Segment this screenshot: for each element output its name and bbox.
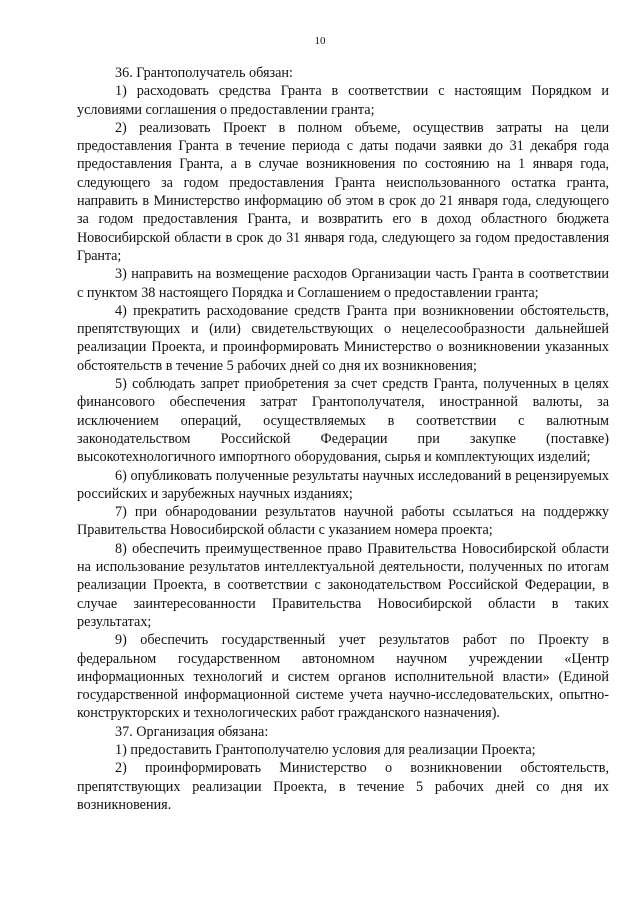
clause-36-3: 3) направить на возмещение расходов Организации часть Гранта в соответствии с пунктом 38 настоящего Порядка и Соглашением о предоставлении гранта;	[77, 266, 609, 301]
clause-36-8: 8) обеспечить преимущественное право Правительства Новосибирской области на использование результатов интеллектуальной деятельности, полученных по итогам реализации Проекта, в соответствии с законодательством Российской Федерации, в случае заинтересованности Правительства Новосибирской области в таких результатах;	[77, 540, 609, 630]
page-number: 10	[314, 35, 326, 47]
clause-36-7: 7) при обнародовании результатов научной работы ссылаться на поддержку Правительства Новосибирской области с указанием номера проекта;	[77, 504, 609, 539]
clause-36-4: 4) прекратить расходование средств Гранта при возникновении обстоятельств, препятствующих и (или) свидетельствующих о нецелесообразности дальнейшей реализации Проекта, и проинформировать Министерство о возникновении указанных обстоятельств в течение 5 рабочих дней со дня их возникновения;	[77, 302, 609, 374]
clause-36-1: 1) расходовать средства Гранта в соответствии с настоящим Порядком и условиями соглашения о предоставлении гранта;	[77, 83, 609, 118]
clause-36-9: 9) обеспечить государственный учет результатов работ по Проекту в федеральном государственном автономном научном учреждении «Центр информационных технологий и систем органов исполнительной власти» (Единой государственной информационной системе учета научно-исследовательских, опытно-конструкторских и технологических работ гражданского назначения).	[77, 632, 609, 722]
clause-36-5: 5) соблюдать запрет приобретения за счет средств Гранта, полученных в целях финансового обеспечения затрат Грантополучателя, иностранной валюты, за исключением операций, осуществляемых в соответствии с валютным законодательством Российской Федерации при закупке (поставке) высокотехнологичного импортного оборудования, сырья и комплектующих изделий;	[77, 376, 609, 466]
clause-37-1: 1) предоставить Грантополучателю условия для реализации Проекта;	[115, 741, 536, 758]
clause-36-2: 2) реализовать Проект в полном объеме, осуществив затраты на цели предоставления Гранта в течение периода с даты подачи заявки до 31 декабря года предоставления Гранта, а в случае возникновения по состоянию на 1 января года, следующего за годом предоставления Гранта неиспользованного остатка гранта, направить в Министерство информацию об этом в срок до 21 января года, следующего за годом предоставления Гранта, и возвратить его в доход областного бюджета Новосибирской области в срок до 31 января года, следующего за годом предоставления Гранта;	[77, 119, 609, 264]
document-body	[77, 64, 609, 814]
clause-37-2: 2) проинформировать Министерство о возникновении обстоятельств, препятствующих реализации Проекта, в течение 5 рабочих дней со дня их возникновения.	[77, 760, 609, 813]
section-37-heading: 37. Организация обязана:	[115, 723, 269, 740]
clause-36-6: 6) опубликовать полученные результаты научных исследований в рецензируемых российских и зарубежных научных изданиях;	[77, 467, 609, 502]
section-36-heading: 36. Грантополучатель обязан:	[115, 65, 293, 81]
